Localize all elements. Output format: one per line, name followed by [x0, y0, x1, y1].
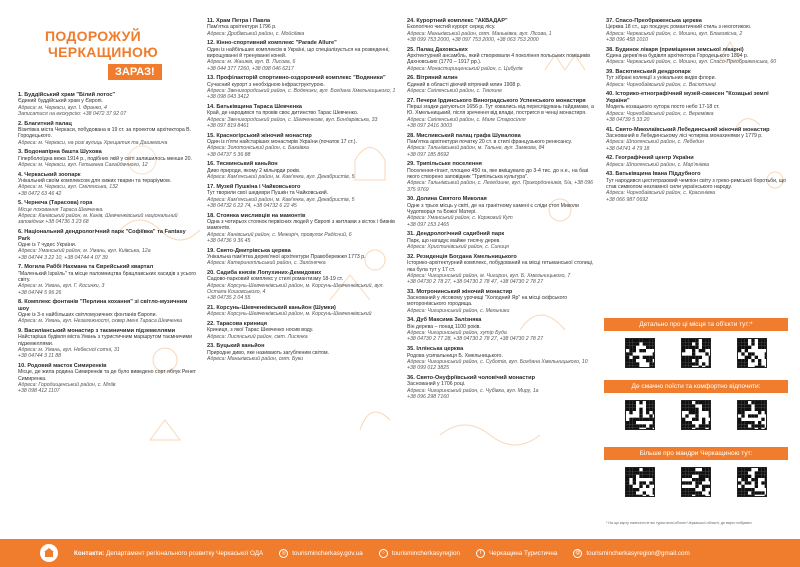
attraction-extra: +38 096 298 7160 — [407, 393, 449, 400]
attraction-title: 5. Чернеча (Тарасова) гора — [18, 200, 93, 207]
attraction-title: 31. Дендрологічний садибний парк — [407, 231, 505, 238]
attraction-title: 26. Вітряний млин — [407, 75, 458, 82]
attraction-addr: Адреса: Звенигородський район, с. Шевченкове, вул. Бондарівська, 33 — [207, 116, 378, 123]
attraction-entry — [207, 343, 399, 362]
attraction-title: 39. Васютинський дендропарк — [606, 69, 691, 76]
attraction-addr: Адреса: Золотоніський район, с. Бакаївка — [207, 145, 309, 152]
attraction-desc: Одне з трьох місць у світі, де на гранітному камені є сліди стоп Миколи Чудотворця та Божої Матері. — [407, 202, 579, 216]
attraction-addr: Адреса: Чигиринський район, с. Чубівка, вул. Миру, 1а — [407, 387, 539, 394]
attraction-addr: Адреса: Христинівський район, с. Синиця — [407, 244, 509, 251]
attraction-desc: Садово-парковий комплекс у стилі романтизму 18-19 ст. — [207, 276, 344, 283]
attraction-entry — [18, 92, 196, 117]
attraction-title: 7. Могила Раббі Нахмана та Єврейський квартал — [18, 264, 154, 271]
attraction-addr: Адреса: Маньківський район, смт. Маньківка, вул. Лісова, 1 — [407, 30, 552, 37]
qr-code-icon[interactable] — [625, 338, 655, 368]
attraction-title: 3. Водонапірна башта Шухова — [18, 149, 102, 156]
attractions-column-2 — [207, 18, 399, 536]
qr-code-icon[interactable] — [681, 338, 711, 368]
qr-code-icon[interactable] — [625, 467, 655, 497]
attraction-extra: +38 044 377 7260, +38 098 046 6217 — [207, 65, 294, 72]
attraction-addr: Адреса: Чорнобаївський район, с. Красенівка — [606, 190, 716, 197]
attraction-entry — [207, 133, 399, 158]
attraction-addr: Адреса: Кам'янський район, м. Кам'янка, вул. Декабристів, 5 — [207, 196, 355, 203]
promo-label: Де смачно поїсти та комфортно відпочити: — [604, 380, 788, 393]
building-logo-icon — [40, 544, 58, 562]
attraction-title: 23. Буцький каньйон — [207, 343, 265, 350]
attraction-entry — [18, 121, 196, 146]
footer-contacts — [74, 550, 263, 557]
attraction-title: 30. Долина Святого Миколая — [407, 196, 487, 203]
attraction-desc: Природне диво, яке називають загубленим світом. — [207, 349, 330, 356]
instagram-icon: ○ — [379, 549, 388, 558]
attraction-extra: +38 097 185 8692 — [407, 151, 449, 158]
attraction-desc: Унікальний своїм комплексом для хижих тварин та тераріумом. — [18, 178, 172, 185]
attraction-title: 42. Географічний центр України — [606, 155, 694, 162]
attraction-title: 41. Свято-Миколаївський Лебединський жіночий монастир — [606, 126, 770, 133]
attraction-addr: Адреса: Уманський район, с. Коржовий Кут — [407, 215, 513, 222]
facebook-icon: f — [476, 549, 485, 558]
attraction-title: 1. Буддійський храм "Білий лотос" — [18, 92, 116, 98]
attraction-desc: Одне із 7 чудес України. — [18, 241, 77, 248]
attraction-title: 17. Музей Пушкіна і Чайковського — [207, 183, 301, 190]
attraction-extra: +38 04732 6 22 74, +38 04732 6 22 45 — [207, 202, 297, 209]
attraction-extra: +38 04744 3 22 10, +38 04744 4 07 39 — [18, 254, 108, 261]
attraction-desc: Унікальна пам'ятка дерев'яної архітектури Правобережжя 1773 р. — [207, 253, 366, 260]
attraction-entry — [207, 75, 399, 100]
email-link[interactable]: tourismincherkasyregion@gmail.com — [586, 549, 690, 557]
attraction-entry — [18, 200, 196, 225]
footer-bar — [0, 539, 800, 567]
attraction-entry — [207, 213, 399, 245]
attraction-addr: Адреса: Чигиринський район, хутір Буда — [407, 330, 507, 337]
attraction-desc: Церква 18 ст., що поєднує романтичний стиль з неоготикою. — [606, 24, 752, 31]
attraction-extra: +38 04741 4 79 18 — [606, 145, 650, 152]
attraction-addr: Адреса: м. Черкаси, вул. Гетьмана Сагайдачного, 12 — [18, 162, 148, 169]
attractions-column-3 — [407, 18, 600, 536]
attraction-entry — [207, 161, 399, 180]
attraction-addr: Адреса: Звенигородський район, с. Водяники, вул. Богдана Хмельницького, 1 — [207, 88, 396, 95]
attraction-addr: Адреса: Уманський район, м. Умань, вул. Київська, 12а — [18, 248, 151, 255]
attraction-entry — [407, 18, 600, 43]
footer-website[interactable] — [279, 549, 362, 558]
attraction-desc: Архітектурний ансамбль, який створювали 4 покоління польських поміщиків Дахновських (1770 – 1917 рр.). — [407, 53, 591, 66]
instagram-link[interactable]: tourismincherkasyregion — [391, 549, 460, 557]
attraction-desc: Тут зібрані колекції з унікальних видів флори. — [606, 75, 716, 82]
attraction-entry — [606, 18, 788, 43]
promo-block-more-travel — [604, 447, 788, 497]
attraction-entry — [18, 229, 196, 261]
attraction-entry — [207, 40, 399, 72]
attraction-title: 20. Садиба князів Лопухиних-Демидових — [207, 269, 322, 276]
attraction-addr: Адреса: Канівський район, с. Межиріч, провулок Радісний, 6 — [207, 231, 352, 238]
attraction-title: 36. Свято-Онуфріївський чоловічий монастир — [407, 374, 536, 381]
attraction-addr: Адреса: м. Жашків, вул. В. Лисова, 6 — [207, 59, 296, 66]
attraction-entry — [18, 264, 196, 296]
promo-block-details — [604, 318, 788, 368]
attraction-addr: Адреса: м. Умань, вул. Г. Косинки, 3 — [18, 283, 105, 290]
attraction-desc: Заснований у лісовому урочищі "Холодний Яр" на місці скіфського моторонівського городища. — [407, 295, 568, 308]
attraction-extra: +38 098 043 3412 — [207, 94, 249, 101]
footer-facebook[interactable] — [476, 549, 557, 558]
attraction-title: 29. Трипільське поселення — [407, 161, 482, 168]
attraction-title: 24. Курортний комплекс "АКВАДАР" — [407, 18, 508, 24]
attraction-title: 33. Мотронинський жіночий монастир — [407, 288, 513, 295]
attraction-extra: +38 099 753 2000, +38 097 753 2000, +38 063 753 2000 — [407, 37, 539, 43]
attraction-title: 10. Родовий маєток Симиренків — [18, 363, 107, 369]
attraction-desc: Місце, де жила родина Симиренків та де було виведено сорт яблук Ренет Симиренка. — [18, 369, 196, 382]
attraction-desc: Єдиний в області діючий вітряний млин 1908 р. — [407, 81, 522, 88]
attraction-desc: Сучасний курорт з необхідною інфраструктурою. — [207, 81, 325, 88]
footnote: * На що карту нанесені не всі туристичні об'єкти Черкаської області, де варто побувати. — [606, 521, 753, 525]
title-badge: ЗАРАЗ! — [108, 64, 162, 80]
attraction-addr: Місце поховання Тараса Шевченка. — [18, 206, 104, 213]
footer-instagram[interactable] — [379, 549, 460, 558]
attraction-desc: Заснований в Лебединському лісі чотирма монахинями у 1779 р. — [606, 132, 763, 139]
attraction-desc: Одне із 3-х найбільших світломузичних фонтанів Європи. — [18, 312, 157, 319]
attraction-addr: Адреса: Чорнобаївський район, с. Веремівка — [606, 110, 714, 117]
attraction-addr: Адреса: Корсунь-Шевченківський район, м. Корсунь-Шевченківський, вул. Остапа Кошовського, 4 — [207, 282, 384, 295]
attraction-desc: Модель козацького хутора посто небо 17-18 ст. — [606, 104, 720, 111]
attraction-addr: Адреса: Тальнівський район, м. Тальне, вул. Замкова, 84 — [407, 145, 545, 152]
globe-icon: ◎ — [279, 549, 288, 558]
attraction-title: 16. Тясминський каньйон — [207, 161, 278, 168]
attraction-addr: Адреса: Чигиринський район, с. Мельники — [407, 307, 510, 314]
attraction-entry — [407, 161, 600, 193]
attraction-entry — [606, 69, 788, 88]
facebook-link[interactable]: Черкащина Туристична — [488, 549, 558, 557]
attractions-column-4 — [606, 18, 788, 308]
attraction-desc: Пам'ятка архітектури 1796 р. — [207, 24, 277, 31]
attraction-entry — [606, 155, 788, 168]
attraction-desc: Він дерева – понад 1100 років. — [407, 323, 481, 330]
attraction-addr: Адреса: Корсунь-Шевченківський район, м. Корсунь-Шевченківський — [207, 311, 372, 318]
attraction-desc: Тут народився цеститразовий чемпіон світу з греко-римської боротьби, що став символом незламної сили українського народу. — [606, 177, 786, 191]
qr-row — [604, 393, 788, 430]
attraction-title: 22. Тарасова криниця — [207, 320, 267, 327]
attraction-entry — [407, 98, 600, 130]
attraction-addr: Адреса: м. Черкаси, на розі вулиць Хрещатик та Дашкевича — [18, 139, 168, 146]
attraction-entry — [18, 363, 196, 395]
attraction-addr: Адреса: Смілянський район, с. Мале Старосілля — [407, 116, 526, 123]
attraction-desc: Родова усипальниця Б. Хмельницького. — [407, 352, 503, 359]
attraction-desc: Візитівка міста Черкаси, побудована в 19 ст. за проектом архітектора В. Городецького. — [18, 127, 192, 140]
attraction-extra: +38 097 819 8461 — [207, 123, 249, 130]
attraction-extra: +38 097 2416 3003 — [407, 123, 452, 130]
attraction-extra: +38 098 412 1107 — [18, 388, 60, 395]
attraction-addr: Адреса: Маньківський район, смт. Буки — [207, 356, 304, 363]
website-link[interactable]: tourismincherkasy.gov.ua — [292, 549, 363, 557]
attraction-entry — [606, 47, 788, 66]
attraction-addr: Адреса: Чигиринський район, с. Суботів, вул. Богдана Хмельницького, 10 — [407, 358, 588, 365]
attraction-desc: Перші згадки датуються 1656 р. Тут ховались від переслідувань гайдамаки, а Ю. Хмельницький, після зречення від влади, постригся в ченці монастиря. — [407, 104, 594, 117]
attraction-addr: Адреса: Катеринопільський район, с. Залізнячка — [207, 260, 326, 267]
attraction-desc: Єдиний буддійський храм у Європі. — [18, 98, 104, 105]
attraction-addr: Адреса: Городищенський район, с. Мліїв — [18, 382, 116, 388]
attraction-title: 21. Корсунь-Шевченківський каньйон (Шумки) — [207, 304, 336, 311]
attraction-desc: Диво природи, якому 2 мільярди років. — [207, 167, 301, 174]
attraction-desc: Криниця, з якої Тарас Шевченко носив воду. — [207, 327, 314, 334]
attraction-addr: Адреса: Кам'янський район, м. Кам'янка, вул. Декабристів, 5 — [207, 174, 355, 181]
attraction-entry — [407, 75, 600, 94]
attraction-entry — [606, 171, 788, 203]
attraction-entry — [606, 127, 788, 152]
attraction-entry — [207, 321, 399, 340]
attraction-title: 32. Резиденція Богдана Хмельницького — [407, 253, 517, 260]
attraction-addr: Адреса: Черкаський район, с. Мошни, вул. Благовісна, 2 — [606, 30, 743, 37]
attraction-title: 9. Василіанський монастир з таємничими підземеллями — [18, 328, 176, 335]
attraction-addr: Адреса: Черкаський район, с. Мошни, вул. Спасо-Преображенська, 60 — [606, 59, 777, 66]
attraction-addr: Адреса: м. Умань, вул. Небесної сотні, 31 — [18, 347, 120, 354]
attraction-extra: Адреса: Канівський район, м. Канів, Шевченківський національний заповідник +38 04736 3 23 68 — [18, 213, 178, 226]
contacts-text: Департамент регіонального розвитку Черкаської ОДА — [106, 549, 264, 557]
attraction-entry — [207, 270, 399, 302]
attraction-entry — [18, 172, 196, 197]
attraction-desc: Історико-архітектурний комплекс, побудований на місці гетьманської столиці, яка була тут у 17 ст. — [407, 260, 594, 273]
attraction-addr: Адреса: Чорнобаївський район, с. Васютинці — [606, 81, 716, 88]
attraction-entry — [407, 47, 600, 72]
attraction-title: 40. Історико-етнографічний музей-скансен "Козацькі землі України" — [606, 91, 769, 104]
attraction-addr: Адреса: м. Умань, вул. Незалежності, сквер імені Тараса Шевченка — [18, 318, 182, 325]
footer-email[interactable] — [573, 549, 689, 558]
qr-code-icon[interactable] — [681, 467, 711, 497]
attraction-addr: Адреса: Монастирищенський район, с. Цибулів — [407, 65, 523, 72]
attraction-title: 38. Будинок лікаря (приміщення земської лікарні) — [606, 46, 744, 53]
title-line-1: ПОДОРОЖУЙ — [45, 28, 141, 44]
qr-code-icon[interactable] — [681, 400, 711, 430]
attraction-title: 14. Батьківщина Тараса Шевченка — [207, 104, 303, 111]
qr-row — [604, 331, 788, 368]
attraction-title: 11. Храм Петра і Павла — [207, 18, 271, 24]
attraction-title: 27. Печери Ірдинського Виноградського Успенського монастиря — [407, 97, 586, 104]
attraction-addr: Адреса: Шполянський район, с. Мар'янівка — [606, 161, 710, 168]
attraction-extra: +38 066 987 0692 — [606, 196, 648, 203]
attraction-desc: Заснований у 1706 році. — [407, 381, 466, 388]
mail-icon: @ — [575, 549, 581, 556]
attraction-addr: Адреса: Шполянський район, с. Лебедин — [606, 139, 704, 146]
promo-label: Детально про ці місця та об'єкти тут:* — [604, 318, 788, 331]
attraction-entry — [18, 328, 196, 360]
title-line-2: ЧЕРКАЩИНОЮ — [48, 44, 158, 60]
promo-label: Більше про мандри Черкащиною тут: — [604, 447, 788, 460]
attraction-title: 13. Профілакторій спортивно-оздоровчий комплекс "Водяники" — [207, 75, 386, 82]
attraction-entry — [407, 289, 600, 314]
attraction-extra: +38 099 012 3825 — [407, 365, 449, 372]
qr-code-icon[interactable] — [625, 400, 655, 430]
attraction-extra: +38 097 153 1465 — [407, 221, 449, 228]
attraction-desc: Парк, що нагадує майже тисячу дерев. — [407, 237, 501, 244]
contacts-label: Контакти: — [74, 549, 105, 557]
attraction-extra: +38 04739 5 33 20 — [606, 116, 650, 123]
attraction-entry — [407, 375, 600, 400]
attraction-addr: Адреса: Смілянський район, с. Теклине — [407, 88, 503, 95]
attraction-extra: +38 04744 5 96 26 — [18, 289, 62, 296]
attraction-extra: +38 04736 9 36 45 — [207, 237, 251, 244]
attraction-desc: "Маленький Ізраїль" та місце паломництва брацлавських хасидів з усього світу. — [18, 270, 196, 283]
leaflet-title — [24, 28, 174, 60]
attraction-entry — [207, 248, 399, 267]
attraction-extra: +38 096 458 1010 — [606, 37, 648, 43]
attractions-column-1 — [18, 92, 196, 532]
attraction-title: 15. Красногірський жіночий монастир — [207, 132, 312, 139]
attraction-extra: +38 04737 5 36 88 — [207, 151, 251, 158]
attraction-addr: Адреса: Лисянський район, смт. Лисянка — [207, 333, 308, 340]
qr-code-icon[interactable] — [737, 400, 767, 430]
attraction-entry — [207, 184, 399, 209]
attraction-desc: Найстаріша будівля міста Умань з туристичним маршрутом таємничими підземеллями. — [18, 334, 192, 347]
attraction-entry — [407, 317, 600, 342]
attraction-desc: Край, де народився та провів своє дитинство Тарас Шевченко. — [207, 110, 359, 117]
attraction-entry — [407, 346, 600, 371]
attraction-desc: Єдина дерев'яна будівля архітектора Городецького 1894 р. — [606, 53, 749, 60]
attraction-addr: Адреса: м. Черкаси, вул. І. Франко, 4 — [18, 104, 107, 111]
attraction-title: 34. Дуб Максима Залізняка — [407, 317, 482, 324]
attraction-title: 43. Батьківщина Івана Піддубного — [606, 171, 701, 178]
attraction-title: 18. Стоянка мисливців на мамонтів — [207, 212, 306, 219]
attraction-extra: +38 0472 63 46 42 — [18, 190, 62, 197]
attraction-title: 37. Спасо-Преображенська церква — [606, 18, 702, 24]
attraction-addr: Адреса: м. Черкаси, вул. Смілянська, 132 — [18, 184, 118, 191]
attraction-extra: +38 04735 2 04 55 — [207, 295, 251, 302]
attraction-title: 8. Комплекс фонтанів "Перлина кохання" зі світло-музичним шоу — [18, 299, 188, 312]
attraction-desc: Пам'ятка архітектури початку 20 ст. в стилі французького ренесансу. — [407, 139, 573, 146]
attraction-entry — [606, 91, 788, 123]
qr-code-icon[interactable] — [737, 467, 767, 497]
attraction-entry — [18, 149, 196, 168]
attraction-extra: Записатися на екскурсію: +38 0472 37 92 07 — [18, 111, 127, 117]
attraction-entry — [18, 299, 196, 324]
attraction-desc: Гіперболоїдна вежа 1914 р., подібних якій у світі залишилось менше 20. — [18, 155, 192, 162]
attraction-title: 28. Мисливський палац графа Шувалова — [407, 132, 521, 139]
attraction-extra: +38 04744 3 11 88 — [18, 353, 62, 360]
attraction-entry — [407, 196, 600, 228]
attraction-desc: Один із п'яти найстаріших монастирів України (початок 17 ст.). — [207, 139, 357, 146]
attraction-title: 6. Національний дендрологічний парк "Софіївка" та Fantasy Park — [18, 229, 186, 242]
attraction-entry — [407, 254, 600, 286]
qr-code-icon[interactable] — [737, 338, 767, 368]
attraction-title: 25. Палац Даховських — [407, 46, 468, 53]
attraction-desc: Одна з чотирьох стоянок первісних людей у Європі з житлами з кісток і бивнів мамонтів. — [207, 218, 395, 232]
attraction-title: 12. Кінно-спортивний комплекс "Parade Allure" — [207, 40, 337, 47]
attraction-entry — [207, 305, 399, 318]
attraction-desc: Екологічно чистий курорт серед лісу. — [407, 24, 496, 31]
attraction-title: 4. Черкаський зоопарк — [18, 171, 81, 178]
attraction-addr: Адреса: Дробівський район, с. Мойсіївка — [207, 30, 305, 37]
attraction-title: 2. Благитний палац — [18, 120, 72, 127]
attraction-entry — [407, 231, 600, 250]
promo-block-food-rest — [604, 380, 788, 430]
attraction-title: 35. Іллінська церква — [407, 346, 464, 353]
attraction-entry — [407, 133, 600, 158]
attraction-desc: Поселення-гігант, площею 450 га, яке вміщувало до 3-4 тис. до н.е., на базі якого створено заповідник "Трипільська культура". — [407, 167, 589, 181]
attraction-extra: +38 04730 2 78 27, +38 04730 2 78 47, +38 04730 2 78 27 — [407, 279, 544, 286]
attraction-desc: Тут творили свої шедеври Пушкін та Чайковський. — [207, 190, 329, 197]
attraction-extra: +38 04730 2 77 28, +38 04730 2 78 27, +38 04730 2 78 27 — [407, 336, 544, 343]
attraction-entry — [207, 104, 399, 129]
attraction-desc: Один із найбільших комплексів в Україні, що спеціалізується на розведенні, вирощуванні й тренуванні коней. — [207, 46, 390, 60]
qr-row — [604, 460, 788, 497]
attraction-entry — [207, 18, 399, 37]
attraction-title: 19. Свято-Дмитрівська церква — [207, 247, 291, 254]
attraction-addr: Адреса: Чигиринський район, м. Чигирин, вул. Б. Хмельницького, 7 — [407, 272, 571, 279]
attraction-addr: Адреса: Тальнівський район, с. Легедзине, вул. Прикордонників, 5/а, +38 096 375 9769 — [407, 180, 593, 193]
